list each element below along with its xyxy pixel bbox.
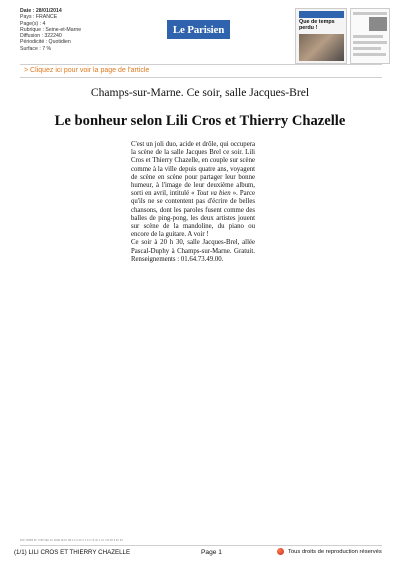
article-metadata bbox=[20, 8, 81, 52]
link-divider bbox=[20, 77, 382, 78]
paragraph-text: C'est un joli duo, acide et drôle, qui occupera la scène de la salle Jacques Brel ce soir. Lili Cros et Thierry Chazelle, en couple sur scène comme à la ville depuis quatre ans, voyagent de scène en scène pour partager leur bonne humeur, à l'image de leur deuxième album, sorti en avril, intitulé « bbox=[131, 141, 255, 198]
meta-pages: Page(s) : 4 bbox=[20, 20, 46, 27]
article-paragraph bbox=[131, 141, 255, 239]
thumbnail-headline: Que de temps perdu ! bbox=[299, 19, 335, 31]
le-parisien-logo bbox=[167, 20, 230, 39]
header-divider bbox=[20, 64, 382, 65]
thumbnail-line bbox=[353, 35, 383, 38]
meta-section: Rubrique : Seine-et-Marne bbox=[20, 26, 82, 33]
front-page-thumbnail[interactable] bbox=[295, 8, 347, 64]
article-kicker: Champs-sur-Marne. Ce soir, salle Jacques-Brel bbox=[90, 86, 310, 99]
article-page-thumbnail[interactable] bbox=[350, 8, 390, 64]
footer-divider bbox=[20, 545, 382, 546]
thumbnail-photo bbox=[299, 34, 344, 61]
meta-surface: Surface : 7 % bbox=[20, 45, 52, 52]
logo-text: Le Parisien bbox=[172, 23, 225, 36]
thumbnail-masthead bbox=[299, 11, 344, 18]
meta-country: Pays : FRANCE bbox=[20, 14, 58, 21]
article-practical-info: Ce soir à 20 h 30, salle Jacques-Brel, allée Pascal-Duphy à Champs-sur-Marne. Gratuit. Renseignements : 01.64.73.49.00. bbox=[131, 239, 255, 263]
article-body bbox=[131, 141, 255, 264]
paragraph-text: ». Parce qu'ils ne se contentent pas d'écrire de belles chansons, dont les paroles fusent comme des balles de ping-pong, les deux artistes jouent sur scène de la mandoline, du piano ou encore de la guitare. A voir ! bbox=[131, 190, 255, 239]
footer-page-number: Page 1 bbox=[201, 549, 222, 556]
copyright-icon bbox=[277, 548, 284, 555]
meta-date: Date : 28/01/2014 bbox=[20, 8, 62, 14]
footer-rights-notice: Tous droits de reproduction réservés bbox=[288, 549, 382, 555]
meta-frequency: Périodicité : Quotidien bbox=[20, 39, 71, 46]
meta-circulation: Diffusion : 322240 bbox=[20, 33, 62, 40]
article-title: Le bonheur selon Lili Cros et Thierry Chazelle bbox=[54, 113, 346, 129]
album-title: Tout va bien bbox=[196, 190, 231, 198]
thumbnail-line bbox=[353, 47, 381, 50]
footer-article-reference: (1/1) LILI CROS ET THIERRY CHAZELLE bbox=[14, 549, 131, 556]
page-thumbnails[interactable] bbox=[295, 8, 390, 64]
thumbnail-line bbox=[353, 12, 387, 15]
thumbnail-line bbox=[353, 53, 386, 56]
thumbnail-image bbox=[369, 17, 387, 31]
thumbnail-line bbox=[353, 41, 387, 44]
tracking-code: 5A8 7D5B5 0F 7C85 5E0 2C 4D0E 8F1C 6B A F 9 2C 0 3 A 6 7F 4F 1 1C 3 B 4D 9 E7 6C bbox=[20, 539, 124, 542]
view-article-page-link[interactable]: > Cliquez ici pour voir la page de l'article bbox=[24, 67, 150, 74]
